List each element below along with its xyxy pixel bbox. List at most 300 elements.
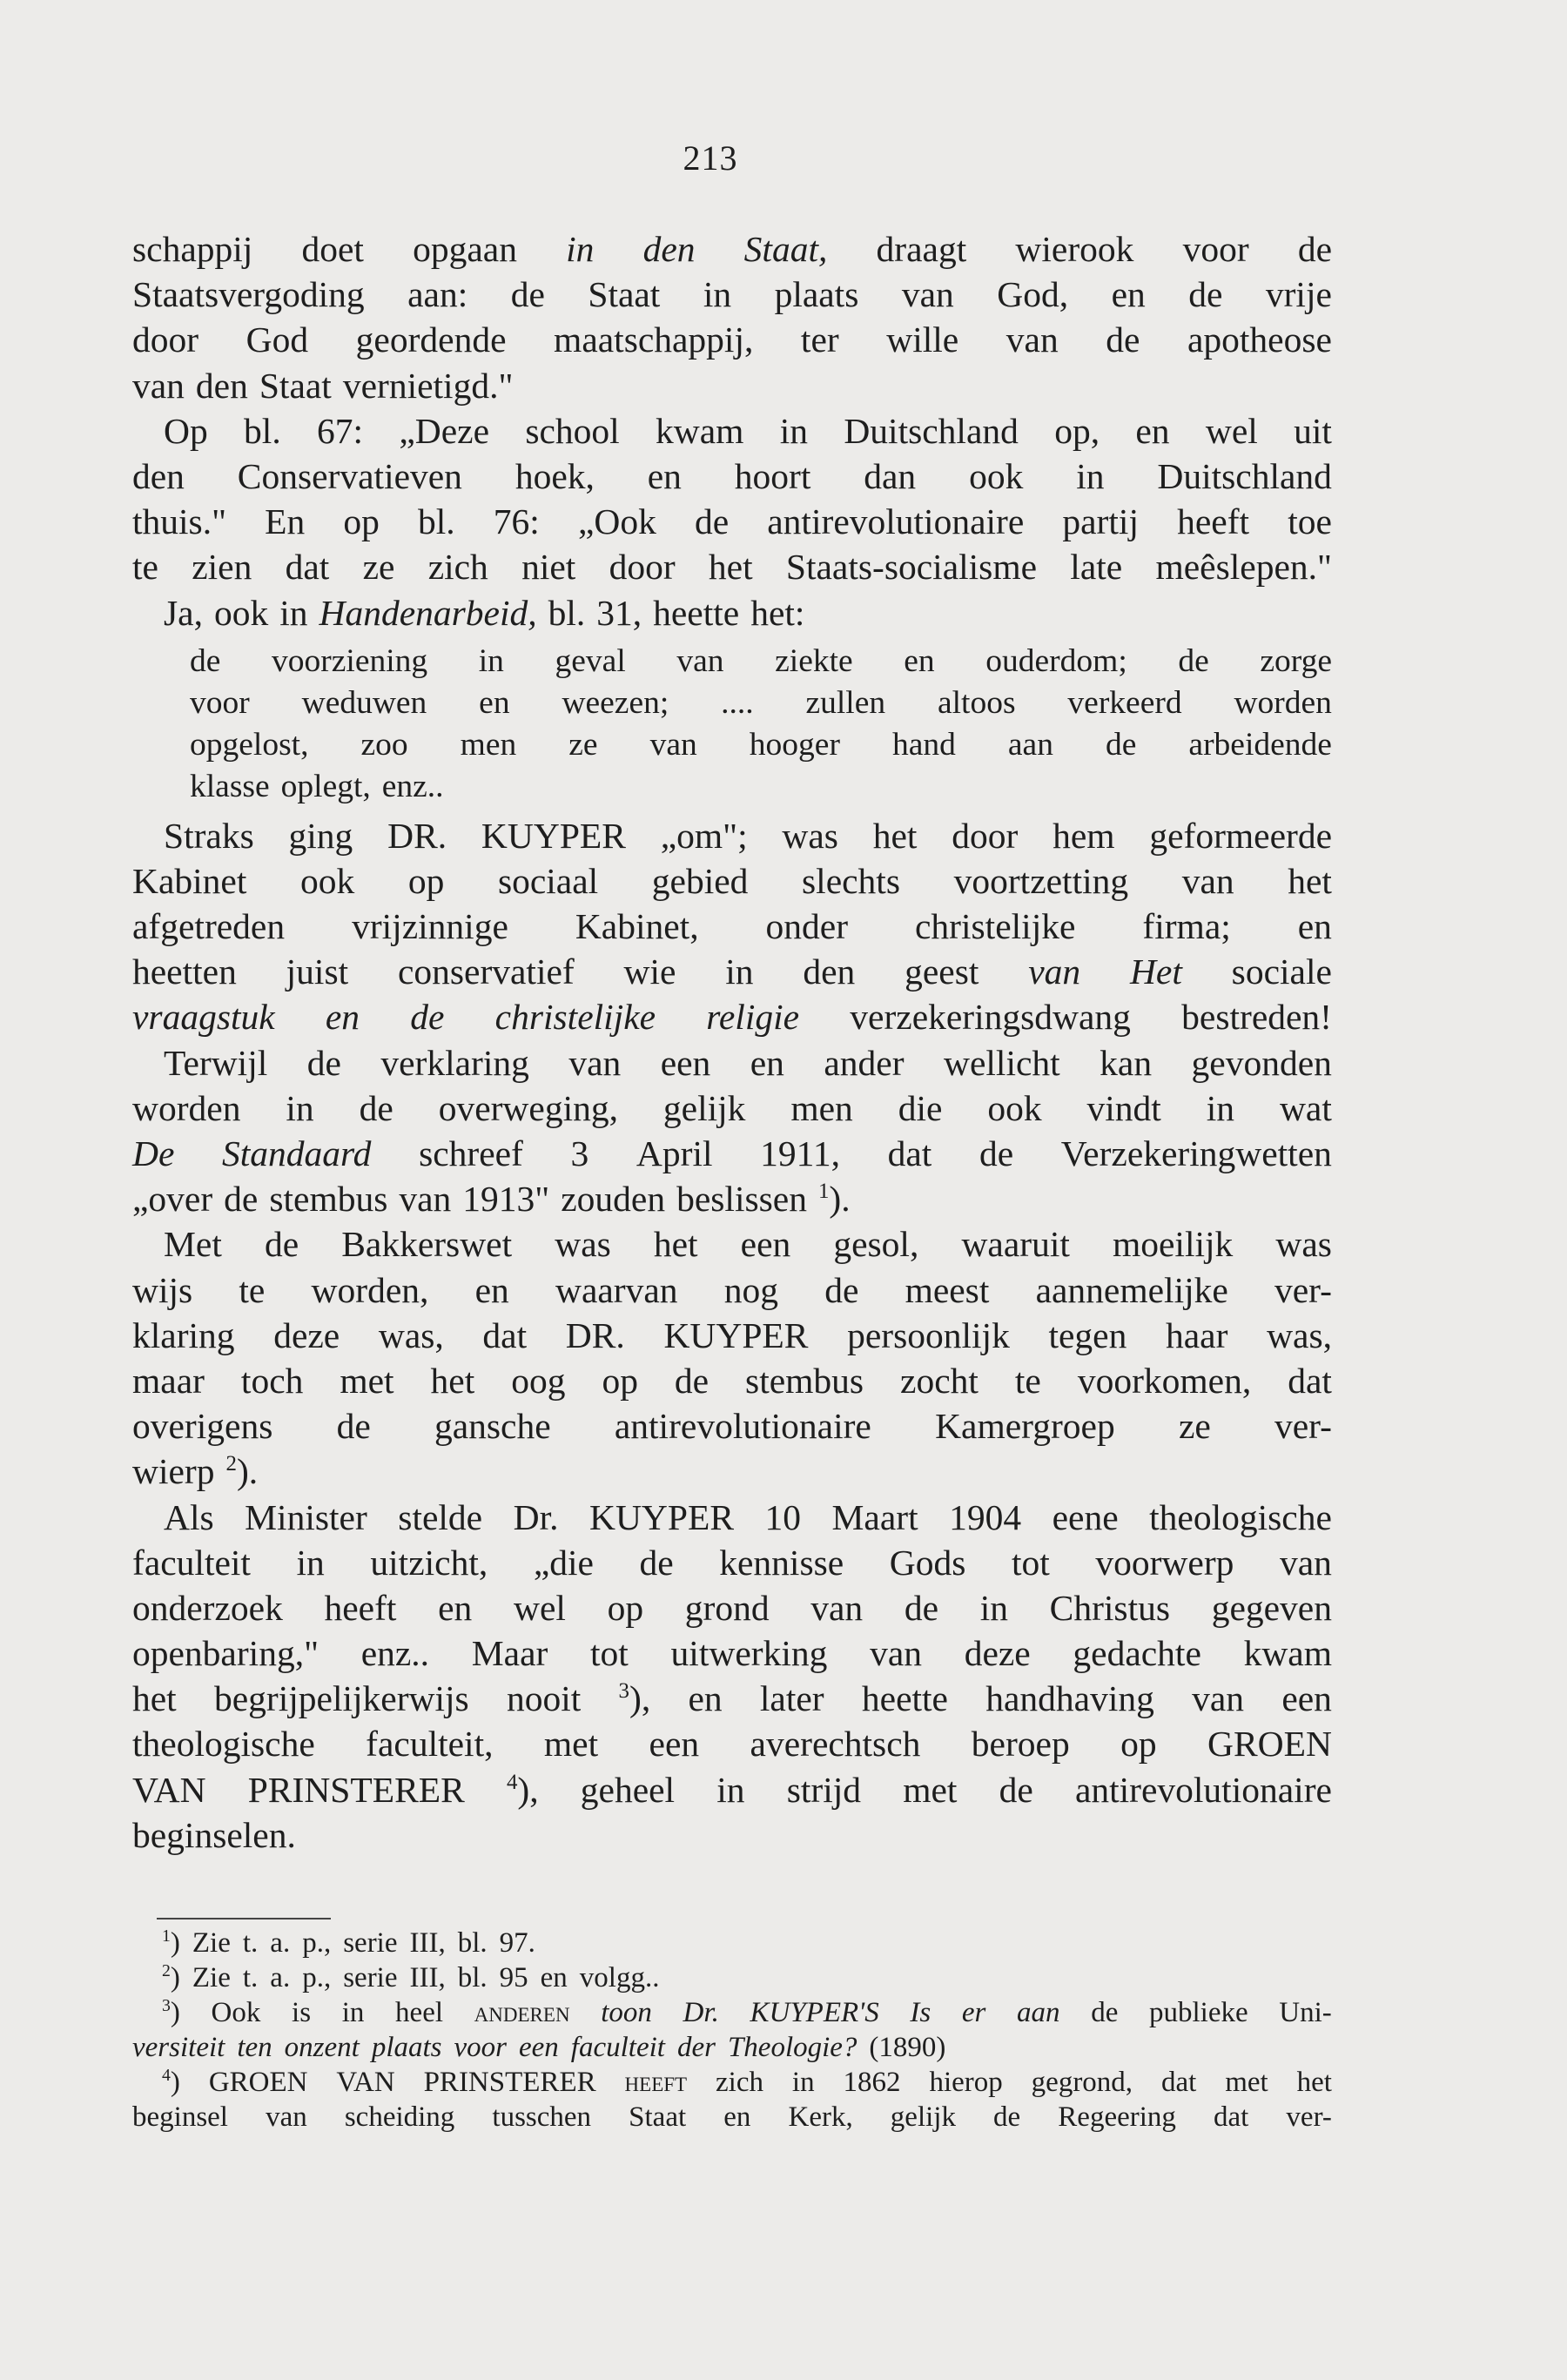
- word: de: [336, 1406, 371, 1447]
- word: geordende: [355, 319, 507, 360]
- word: juist: [286, 951, 349, 992]
- word: de: [1178, 642, 1209, 679]
- word: KUYPER'S: [750, 1997, 879, 2028]
- word: Kabinet: [132, 860, 247, 901]
- word: de: [510, 274, 545, 315]
- word: Christus: [1049, 1587, 1171, 1628]
- word: de: [264, 1224, 299, 1265]
- word: de: [824, 1269, 859, 1310]
- text-line: [132, 1313, 1332, 1358]
- word: onder: [765, 906, 849, 947]
- word: een: [660, 1042, 711, 1083]
- word: worden,: [311, 1269, 429, 1310]
- word: geformeerde: [1149, 815, 1332, 856]
- word: enz..: [381, 768, 444, 804]
- word: kwam: [656, 410, 744, 451]
- word: in: [296, 1542, 325, 1583]
- word: en: [474, 1269, 509, 1310]
- word: ter: [800, 319, 839, 360]
- word: „Deze: [399, 410, 490, 451]
- word: Staat,: [743, 229, 828, 269]
- word: niet: [521, 547, 576, 588]
- word: ging: [288, 815, 353, 856]
- word: de: [359, 1087, 393, 1128]
- word: door: [609, 547, 676, 588]
- word: altoos: [937, 684, 1016, 721]
- paragraph-4: [132, 813, 1332, 1040]
- word: toon: [601, 1997, 652, 2028]
- word: Staat: [629, 2101, 687, 2133]
- word: de: [306, 1042, 341, 1083]
- word: zullen: [805, 684, 886, 721]
- word: III,: [409, 1927, 446, 1959]
- word: in: [791, 2067, 815, 2098]
- word: de: [904, 1587, 939, 1628]
- word: „over: [132, 1179, 213, 1220]
- word: „Ook: [577, 501, 656, 542]
- word: Als: [164, 1496, 214, 1537]
- text-line: [132, 272, 1332, 317]
- word: ook: [969, 455, 1024, 496]
- word: faculteit: [570, 2032, 665, 2063]
- text-line: [132, 590, 1332, 635]
- word: 95: [499, 1962, 528, 1993]
- body-text: [132, 226, 1332, 1858]
- word: en: [1135, 410, 1170, 451]
- word: bl.: [244, 410, 281, 451]
- word: plaats: [371, 2032, 442, 2063]
- word: worden: [132, 1087, 241, 1128]
- word: gelijk: [890, 2101, 956, 2133]
- word: en: [1111, 274, 1146, 315]
- word: antirevolutionaire: [614, 1406, 871, 1447]
- word: op: [343, 501, 380, 542]
- word: versiteit: [132, 2032, 225, 2063]
- word: in: [779, 410, 809, 451]
- word: hoort: [734, 455, 811, 496]
- word: met: [903, 1769, 958, 1810]
- word: van: [1192, 1678, 1245, 1719]
- word: DR.: [565, 1314, 625, 1355]
- word: der: [676, 2032, 716, 2063]
- word: en: [904, 642, 935, 679]
- word: zocht: [900, 1360, 979, 1401]
- word: 31,: [596, 592, 642, 633]
- word: den: [132, 455, 185, 496]
- word: openbaring,": [132, 1633, 319, 1674]
- word: het: [132, 1678, 177, 1719]
- word: faculteit: [132, 1542, 251, 1583]
- footnote-line: [132, 2100, 1332, 2135]
- word: Duitschland: [1157, 455, 1332, 496]
- word: klaring: [132, 1314, 235, 1355]
- word: geheel: [580, 1769, 676, 1810]
- word: wijs: [132, 1269, 193, 1310]
- word: KUYPER: [588, 1496, 735, 1537]
- word: voor: [1182, 229, 1249, 269]
- word: eene: [1052, 1496, 1119, 1537]
- word: hand: [891, 726, 956, 763]
- word: tusschen: [492, 2101, 592, 2133]
- word: was,: [378, 1314, 444, 1355]
- word: aan:: [407, 274, 468, 315]
- word: en: [723, 2101, 751, 2133]
- word: het: [708, 547, 753, 588]
- word: vrijzinnige: [352, 906, 508, 947]
- word: tegen: [1048, 1314, 1127, 1355]
- word: vindt: [1086, 1087, 1161, 1128]
- word: DR.: [387, 815, 447, 856]
- word: onderzoek: [132, 1587, 283, 1628]
- word: dat: [887, 1133, 932, 1173]
- word: 10: [764, 1496, 802, 1537]
- word: gebied: [651, 860, 749, 901]
- word: $^1$).: [817, 1179, 851, 1220]
- word: oog: [511, 1360, 566, 1401]
- word: Staat: [259, 365, 332, 406]
- word: het:: [750, 592, 805, 633]
- text-line: [132, 994, 1332, 1039]
- word: voorwerp: [1095, 1542, 1234, 1583]
- text-line: [132, 1676, 1332, 1721]
- word: die: [898, 1087, 943, 1128]
- word: tot: [590, 1633, 629, 1674]
- word: de: [639, 1542, 674, 1583]
- paragraph-2: [132, 408, 1332, 590]
- text-line: [132, 1721, 1332, 1766]
- word: dat: [1160, 2067, 1197, 2098]
- word: het: [430, 1360, 475, 1401]
- word: hoek,: [514, 455, 595, 496]
- word: uitwerking: [670, 1633, 828, 1674]
- word: wel: [513, 1587, 566, 1628]
- word: christelijke: [915, 906, 1076, 947]
- word: en: [540, 1962, 568, 1993]
- text-line: [132, 1449, 1332, 1494]
- word: was: [1275, 1224, 1332, 1265]
- word: God,: [997, 274, 1069, 315]
- word: men: [790, 1087, 853, 1128]
- word: in: [286, 1087, 314, 1128]
- word: onzent: [284, 2032, 360, 2063]
- text-line: [132, 454, 1332, 499]
- word: serie: [343, 1927, 398, 1959]
- block-quote: [132, 641, 1332, 808]
- word: was: [782, 815, 838, 856]
- word: zoo: [360, 726, 408, 763]
- word: van: [676, 642, 724, 679]
- word: van: [901, 274, 954, 315]
- word: PRINSTERER: [423, 2067, 596, 2098]
- paragraph-5: [132, 1040, 1332, 1222]
- word: bl.: [418, 501, 455, 542]
- word: in: [341, 1997, 365, 2028]
- text-line: [132, 1358, 1332, 1403]
- quote-line: [190, 641, 1332, 682]
- word: draagt: [876, 229, 967, 269]
- word: doet: [301, 229, 364, 269]
- word: „om";: [660, 815, 748, 856]
- word: antirevolutionaire: [767, 501, 1025, 542]
- word: KUYPER: [663, 1314, 809, 1355]
- text-line: [132, 1495, 1332, 1540]
- footnote-line: [132, 2030, 1332, 2065]
- word: de: [1091, 1997, 1119, 2028]
- word: VAN: [336, 2067, 395, 2098]
- word: Kabinet,: [575, 906, 699, 947]
- word: ....: [721, 684, 754, 721]
- word: En: [265, 501, 306, 542]
- word: $^1$): [162, 1926, 180, 1959]
- word: op: [407, 860, 445, 901]
- word: gansche: [434, 1406, 551, 1447]
- word: overweging,: [438, 1087, 618, 1128]
- text-line: [132, 317, 1332, 362]
- word: waaruit: [961, 1224, 1070, 1265]
- word: gedachte: [1073, 1633, 1201, 1674]
- text-line: [132, 904, 1332, 949]
- footnote-line: [132, 2065, 1332, 2100]
- word: Het: [1129, 951, 1182, 992]
- text-line: [132, 1540, 1332, 1585]
- word: waarvan: [555, 1269, 678, 1310]
- page-number: 213: [683, 138, 738, 178]
- text-line: [132, 813, 1332, 858]
- word: toe: [1288, 501, 1332, 542]
- word: de: [694, 501, 730, 542]
- word: ze: [1178, 1406, 1211, 1447]
- word: verkeerd: [1067, 684, 1182, 721]
- paragraph-7: [132, 1495, 1332, 1859]
- word: meest: [905, 1269, 990, 1310]
- word: Is: [910, 1997, 931, 2028]
- word: en: [438, 1587, 473, 1628]
- text-line: [132, 1812, 1332, 1858]
- word: schappij: [132, 229, 253, 269]
- text-line: [132, 1630, 1332, 1676]
- word: wel: [1205, 410, 1258, 451]
- word: van: [649, 726, 697, 763]
- word: zien: [192, 547, 252, 588]
- word: aan: [1017, 1997, 1060, 2028]
- text-line: [132, 408, 1332, 454]
- word: haar: [1166, 1314, 1228, 1355]
- word: ziekte: [775, 642, 853, 679]
- word: God: [245, 319, 309, 360]
- word: Gods: [889, 1542, 966, 1583]
- word: opgelost,: [190, 726, 309, 763]
- word: 76:: [493, 501, 540, 542]
- word: wierp: [132, 1451, 215, 1492]
- word: ver-: [1274, 1269, 1332, 1310]
- word: den: [642, 229, 696, 269]
- text-line: [132, 1040, 1332, 1086]
- word: de: [410, 997, 445, 1038]
- word: Bakkerswet: [341, 1224, 513, 1265]
- word: heeft: [1177, 501, 1250, 542]
- word: hooger: [749, 726, 840, 763]
- word: wille: [886, 319, 959, 360]
- text-line: [132, 1176, 1332, 1221]
- word: $^3$): [162, 1996, 180, 2028]
- word: publieke: [1149, 1997, 1248, 2028]
- word: christelijke: [494, 997, 656, 1038]
- text-line: [132, 499, 1332, 544]
- word: aannemelijke: [1035, 1269, 1228, 1310]
- word: worden: [1234, 684, 1332, 721]
- word: opgaan: [413, 229, 517, 269]
- word: late: [1070, 547, 1123, 588]
- word: oplegt,: [280, 768, 371, 804]
- word: bestreden!: [1181, 997, 1332, 1038]
- word: ander: [824, 1042, 905, 1083]
- text-line: [132, 949, 1332, 994]
- word: apotheose: [1187, 319, 1332, 360]
- quote-line: [190, 682, 1332, 724]
- quote-line: [190, 766, 1332, 808]
- word: een: [1281, 1678, 1332, 1719]
- word: van: [1005, 319, 1059, 360]
- text-line: [132, 1767, 1332, 1812]
- word: van: [568, 1042, 622, 1083]
- word: de: [224, 1179, 259, 1220]
- word: geval: [555, 642, 626, 679]
- word: ze: [568, 726, 598, 763]
- word: het: [1296, 2067, 1332, 2098]
- word: beroep: [971, 1724, 1070, 1765]
- word: serie: [343, 1962, 398, 1993]
- word: persoonlijk: [847, 1314, 1010, 1355]
- word: Duitschland: [844, 410, 1019, 451]
- word: in: [979, 1587, 1008, 1628]
- word: Uni-: [1279, 1997, 1332, 2028]
- word: later: [759, 1678, 824, 1719]
- word: vernietigd.": [342, 365, 514, 406]
- word: de: [674, 1360, 710, 1401]
- word: de: [1297, 229, 1332, 269]
- word: Maart: [831, 1496, 918, 1537]
- word: zorge: [1260, 642, 1332, 679]
- word: met: [1225, 2067, 1268, 2098]
- word: ver-: [1286, 2101, 1332, 2133]
- word: te: [132, 547, 158, 588]
- word: Zie: [192, 1962, 231, 1993]
- word: GROEN: [208, 2067, 308, 2098]
- word: dat: [285, 547, 330, 588]
- word: averechtsch: [750, 1724, 921, 1765]
- word: heel: [395, 1997, 444, 2028]
- word: handhaving: [985, 1678, 1154, 1719]
- word: antirevolutionaire: [1074, 1769, 1332, 1810]
- footnotes: [132, 1926, 1332, 2135]
- word: heette: [861, 1678, 948, 1719]
- word: Straks: [164, 815, 254, 856]
- word: deze: [964, 1633, 1031, 1674]
- word: de: [190, 642, 221, 679]
- text-line: [132, 226, 1332, 272]
- word: hem: [1053, 815, 1115, 856]
- word: toch: [240, 1360, 304, 1401]
- word: 1862: [843, 2067, 901, 2098]
- word: in: [566, 229, 595, 269]
- word: voor: [190, 684, 250, 721]
- word: dat: [482, 1314, 528, 1355]
- word: het: [1288, 860, 1332, 901]
- word: is: [292, 1997, 312, 2028]
- word: stelde: [398, 1496, 483, 1537]
- word: slechts: [802, 860, 900, 901]
- word: de: [1188, 274, 1223, 315]
- word: 1911,: [760, 1133, 840, 1173]
- word: in: [1206, 1087, 1235, 1128]
- word: Staat: [588, 274, 661, 315]
- word: ook: [987, 1087, 1042, 1128]
- word: een: [519, 2032, 559, 2063]
- word: in: [279, 592, 308, 633]
- word: door: [952, 815, 1019, 856]
- word: $^3$),: [618, 1678, 651, 1719]
- word: heeft: [624, 2067, 688, 2098]
- word: dat: [1288, 1360, 1332, 1401]
- paragraph-1: [132, 226, 1332, 408]
- word: met: [340, 1360, 394, 1401]
- word: op,: [1054, 410, 1100, 451]
- text-line: [132, 1221, 1332, 1267]
- word: verklaring: [380, 1042, 529, 1083]
- text-line: [132, 1131, 1332, 1176]
- word: zich: [427, 547, 488, 588]
- word: in: [1076, 455, 1105, 496]
- word: en: [479, 684, 510, 721]
- word: van: [1279, 1542, 1332, 1583]
- word: den: [195, 365, 248, 406]
- word: $^2$).: [225, 1451, 259, 1492]
- word: $^2$): [162, 1961, 180, 1993]
- word: den: [803, 951, 856, 992]
- word: a.: [270, 1927, 291, 1959]
- word: gevonden: [1191, 1042, 1332, 1083]
- word: nooit: [506, 1678, 582, 1719]
- word: meêslepen.": [1155, 547, 1332, 588]
- word: $^4$): [162, 2066, 180, 2098]
- word: ze: [362, 547, 395, 588]
- word: in: [716, 1769, 745, 1810]
- word: Staats-socialisme: [785, 547, 1038, 588]
- word: PRINSTERER: [247, 1769, 465, 1810]
- text-line: [132, 1403, 1332, 1449]
- word: de: [979, 1133, 1014, 1173]
- word: sociaal: [497, 860, 599, 901]
- word: „die: [533, 1542, 594, 1583]
- word: a.: [270, 1962, 291, 1993]
- word: van: [870, 1633, 922, 1674]
- word: scheiding: [344, 2101, 455, 2133]
- word: stembus: [269, 1179, 388, 1220]
- word: voorziening: [272, 642, 428, 679]
- word: beslissen: [676, 1179, 807, 1220]
- word: partij: [1062, 501, 1139, 542]
- word: te: [239, 1269, 266, 1310]
- word: strijd: [786, 1769, 862, 1810]
- word: anderen: [474, 1997, 570, 2028]
- word: vrije: [1265, 274, 1332, 315]
- word: April: [636, 1133, 713, 1173]
- word: conservatief: [397, 951, 575, 992]
- word: heette: [653, 592, 740, 633]
- word: de: [993, 2101, 1021, 2133]
- word: Standaard: [222, 1133, 372, 1173]
- word: KUYPER: [481, 815, 626, 856]
